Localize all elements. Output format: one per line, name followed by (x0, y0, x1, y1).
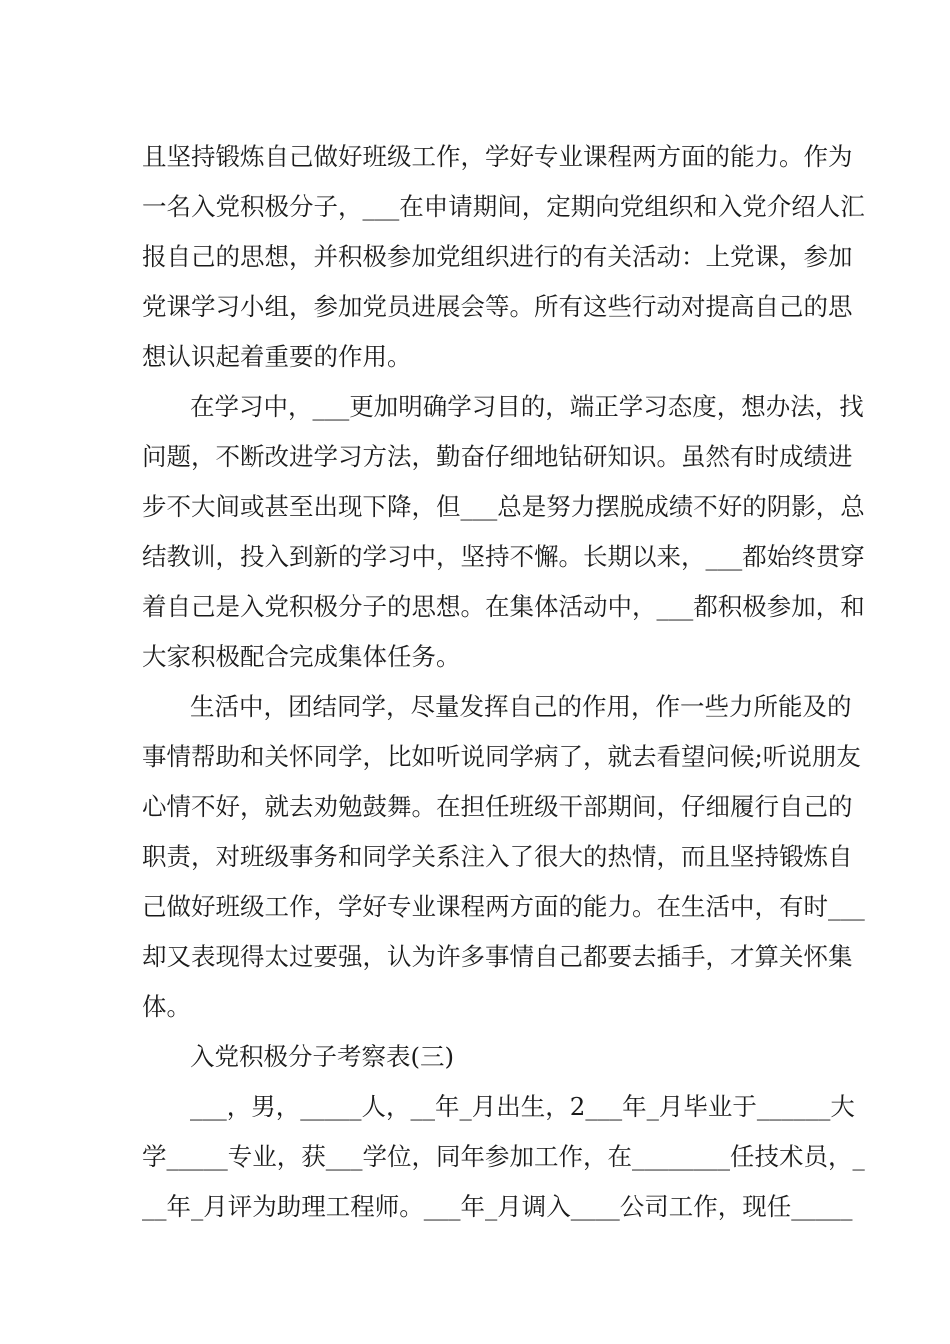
text-line: 大家积极配合完成集体任务。 (142, 642, 461, 671)
text-line: 职责，对班级事务和同学关系注入了很大的热情，而且坚持锻炼自 (142, 842, 853, 871)
section-heading: 入党积极分子考察表(三) (190, 1042, 455, 1071)
paragraph-start-line: 在学习中，___更加明确学习目的，端正学习态度，想办法，找 (190, 392, 864, 421)
paragraph-start-line: ___，男，_____人，__年_月出生，2___年_月毕业于______大 (190, 1092, 855, 1121)
text-line: 心情不好，就去劝勉鼓舞。在担任班级干部期间，仔细履行自己的 (142, 792, 853, 821)
text-line: 却又表现得太过要强，认为许多事情自己都要去插手，才算关怀集 (142, 942, 853, 971)
text-line: 步不大间或甚至出现下降，但___总是努力摆脱成绩不好的阴影，总 (142, 492, 865, 521)
text-line: 问题，不断改进学习方法，勤奋仔细地钻研知识。虽然有时成绩进 (142, 442, 853, 471)
text-line: 党课学习小组，参加党员进展会等。所有这些行动对提高自己的思 (142, 292, 853, 321)
paragraph-start-line: 生活中，团结同学，尽量发挥自己的作用，作一些力所能及的 (190, 692, 852, 721)
text-line: 且坚持锻炼自己做好班级工作，学好专业课程两方面的能力。作为 (142, 142, 853, 171)
text-line: 学_____专业，获___学位，同年参加工作，在________任技术员，_ (142, 1142, 865, 1171)
text-line: 己做好班级工作，学好专业课程两方面的能力。在生活中，有时___ (142, 892, 865, 921)
text-line: 结教训，投入到新的学习中，坚持不懈。长期以来，___都始终贯穿 (142, 542, 865, 571)
text-line: __年_月评为助理工程师。___年_月调入____公司工作，现任_____ (142, 1192, 853, 1221)
text-line: 事情帮助和关怀同学，比如听说同学病了，就去看望问候;听说朋友 (142, 742, 861, 771)
document-body (142, 132, 865, 1232)
text-line: 体。 (142, 992, 191, 1021)
text-line: 想认识起着重要的作用。 (142, 342, 412, 371)
text-line: 报自己的思想，并积极参加党组织进行的有关活动：上党课，参加 (142, 242, 853, 271)
text-line: 着自己是入党积极分子的思想。在集体活动中，___都积极参加，和 (142, 592, 865, 621)
text-line: 一名入党积极分子，___在申请期间，定期向党组织和入党介绍人汇 (142, 192, 865, 221)
